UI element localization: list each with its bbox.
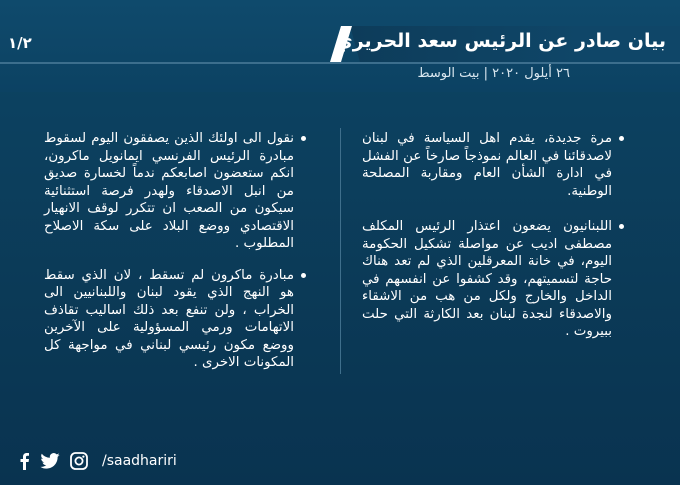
twitter-icon[interactable] — [40, 453, 60, 469]
header-divider — [0, 62, 680, 64]
facebook-icon[interactable] — [18, 452, 30, 470]
paragraph-text: مرة جديدة، يقدم اهل السياسة في لبنان لاصدقائنا في العالم نموذجاً صارخاً عن الفشل في ادارة الشأن العام ومقاربة المصلحة الوطنية. — [362, 131, 612, 199]
social-links — [18, 452, 177, 470]
bullet-icon — [619, 224, 624, 229]
column-divider — [340, 128, 341, 374]
paragraph — [362, 218, 624, 341]
right-column — [362, 130, 624, 355]
paragraph — [44, 267, 306, 372]
paragraph-text: مبادرة ماكرون لم تسقط ، لان الذي سقط هو النهج الذي يقود لبنان واللبنانيين الى الخراب ، ولن تنفع بعد ذلك اساليب تقاذف الاتهامات ورمي المسؤولية على الآخرين ووضع مكون رئيسي لبناني في مواجهة كل المكونات الاخرى . — [44, 267, 294, 370]
left-column — [44, 130, 306, 386]
bullet-icon — [301, 136, 306, 141]
bullet-icon — [301, 273, 306, 278]
paragraph-text: اللبنانيون يضعون اعتذار الرئيس المكلف مصطفى اديب عن مواصلة تشكيل الحكومة اليوم، في خانة المعرقلين الذي لم تعد هناك حاجة لتسميتهم، وقد كشفوا عن انفسهم في الداخل والخارج ولكل من هب من الاشقاء والاصدقاء لنجدة لبنان بعد الكارثة التي حلت ببيروت . — [362, 219, 612, 339]
social-handle[interactable]: /saadhariri — [102, 453, 177, 469]
bullet-icon — [619, 136, 624, 141]
paragraph-text: نقول الى اولئك الذين يصفقون اليوم لسقوط مبادرة الرئيس الفرنسي ايمانويل ماكرون، انكم ستعضون اصابعكم ندماً لخسارة صديق من انبل الاصدقاء ولهدر فرصة استثنائية سيكون من الصعب ان تتكرر لوقف الانهيار الاقتصادي ووضع البلاد على سكة الاصلاح المطلوب . — [44, 131, 294, 251]
paragraph — [44, 130, 306, 253]
page-number: ١/٢ — [8, 34, 32, 52]
dateline: ٢٦ أيلول ٢٠٢٠ | بيت الوسط — [417, 66, 570, 81]
paragraph — [362, 130, 624, 200]
instagram-icon[interactable] — [70, 452, 88, 470]
page-title: بيان صادر عن الرئيس سعد الحريري — [335, 30, 666, 52]
